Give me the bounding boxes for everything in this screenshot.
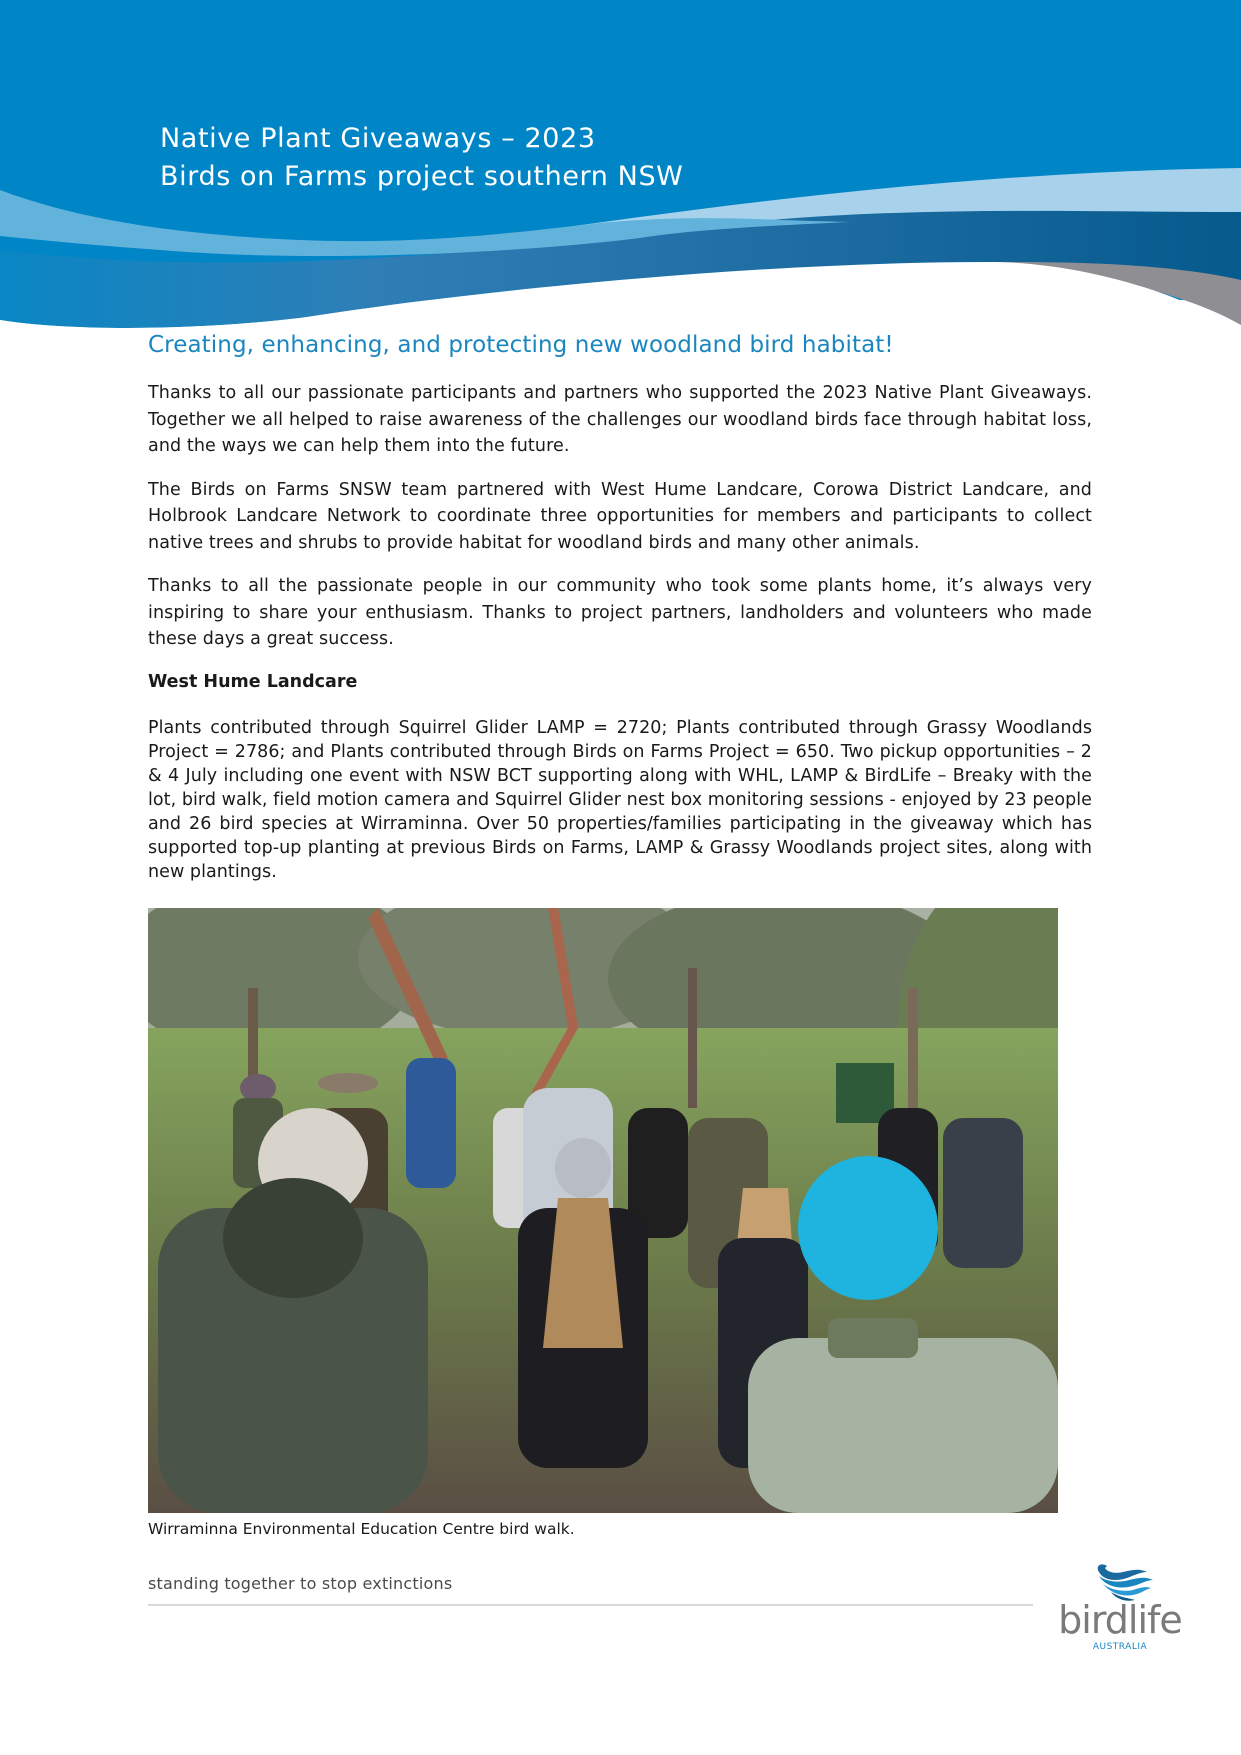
section-heading-west-hume: West Hume Landcare	[148, 671, 358, 692]
footer-divider	[148, 1604, 1033, 1606]
logo-wordmark: birdlife	[1058, 1598, 1182, 1642]
west-hume-paragraph: Plants contributed through Squirrel Glider LAMP = 2720; Plants contributed through Grassy Woodlands Project = 2786; and Plants contributed through Birds on Farms Project = 650. Two pickup opportunities – 2 & 4 July including one event with NSW BCT supporting along with WHL, LAMP & BirdLife – Breaky with the lot, bird walk, field motion camera and Squirrel Glider nest box monitoring sessions - enjoyed by 23 people and 26 bird species at Wirraminna. Over 50 properties/families participating in the giveaway which has supported top-up planting at previous Birds on Farms, LAMP & Grassy Woodlands project sites, along with new plantings.	[148, 717, 1092, 882]
bird-walk-photo	[148, 908, 1058, 1513]
header-banner	[0, 0, 1241, 335]
document-title	[160, 120, 683, 196]
logo-country: AUSTRALIA	[1092, 1642, 1148, 1652]
article-body	[148, 330, 1092, 884]
title-line-2: Birds on Farms project southern NSW	[160, 161, 684, 192]
article-tagline: Creating, enhancing, and protecting new woodland bird habitat!	[148, 332, 894, 358]
title-line-1: Native Plant Giveaways – 2023	[160, 123, 596, 154]
intro-paragraph: Thanks to all our passionate participants and partners who supported the 2023 Native Plant Giveaways. Together we all helped to raise awareness of the challenges our woodland birds face through habitat loss, and the ways we can help them into the future.	[148, 383, 1092, 456]
photo-caption: Wirraminna Environmental Education Centre bird walk.	[148, 1520, 575, 1538]
thanks-paragraph: Thanks to all the passionate people in our community who took some plants home, it’s always very inspiring to share your enthusiasm. Thanks to project partners, landholders and volunteers who made these days a great success.	[148, 576, 1092, 649]
birdlife-australia-logo	[1055, 1558, 1185, 1658]
partners-paragraph: The Birds on Farms SNSW team partnered with West Hume Landcare, Corowa District Landcare, and Holbrook Landcare Network to coordinate three opportunities for members and participants to collect native trees and shrubs to provide habitat for woodland birds and many other animals.	[148, 479, 1092, 553]
footer-tagline: standing together to stop extinctions	[148, 1574, 453, 1593]
